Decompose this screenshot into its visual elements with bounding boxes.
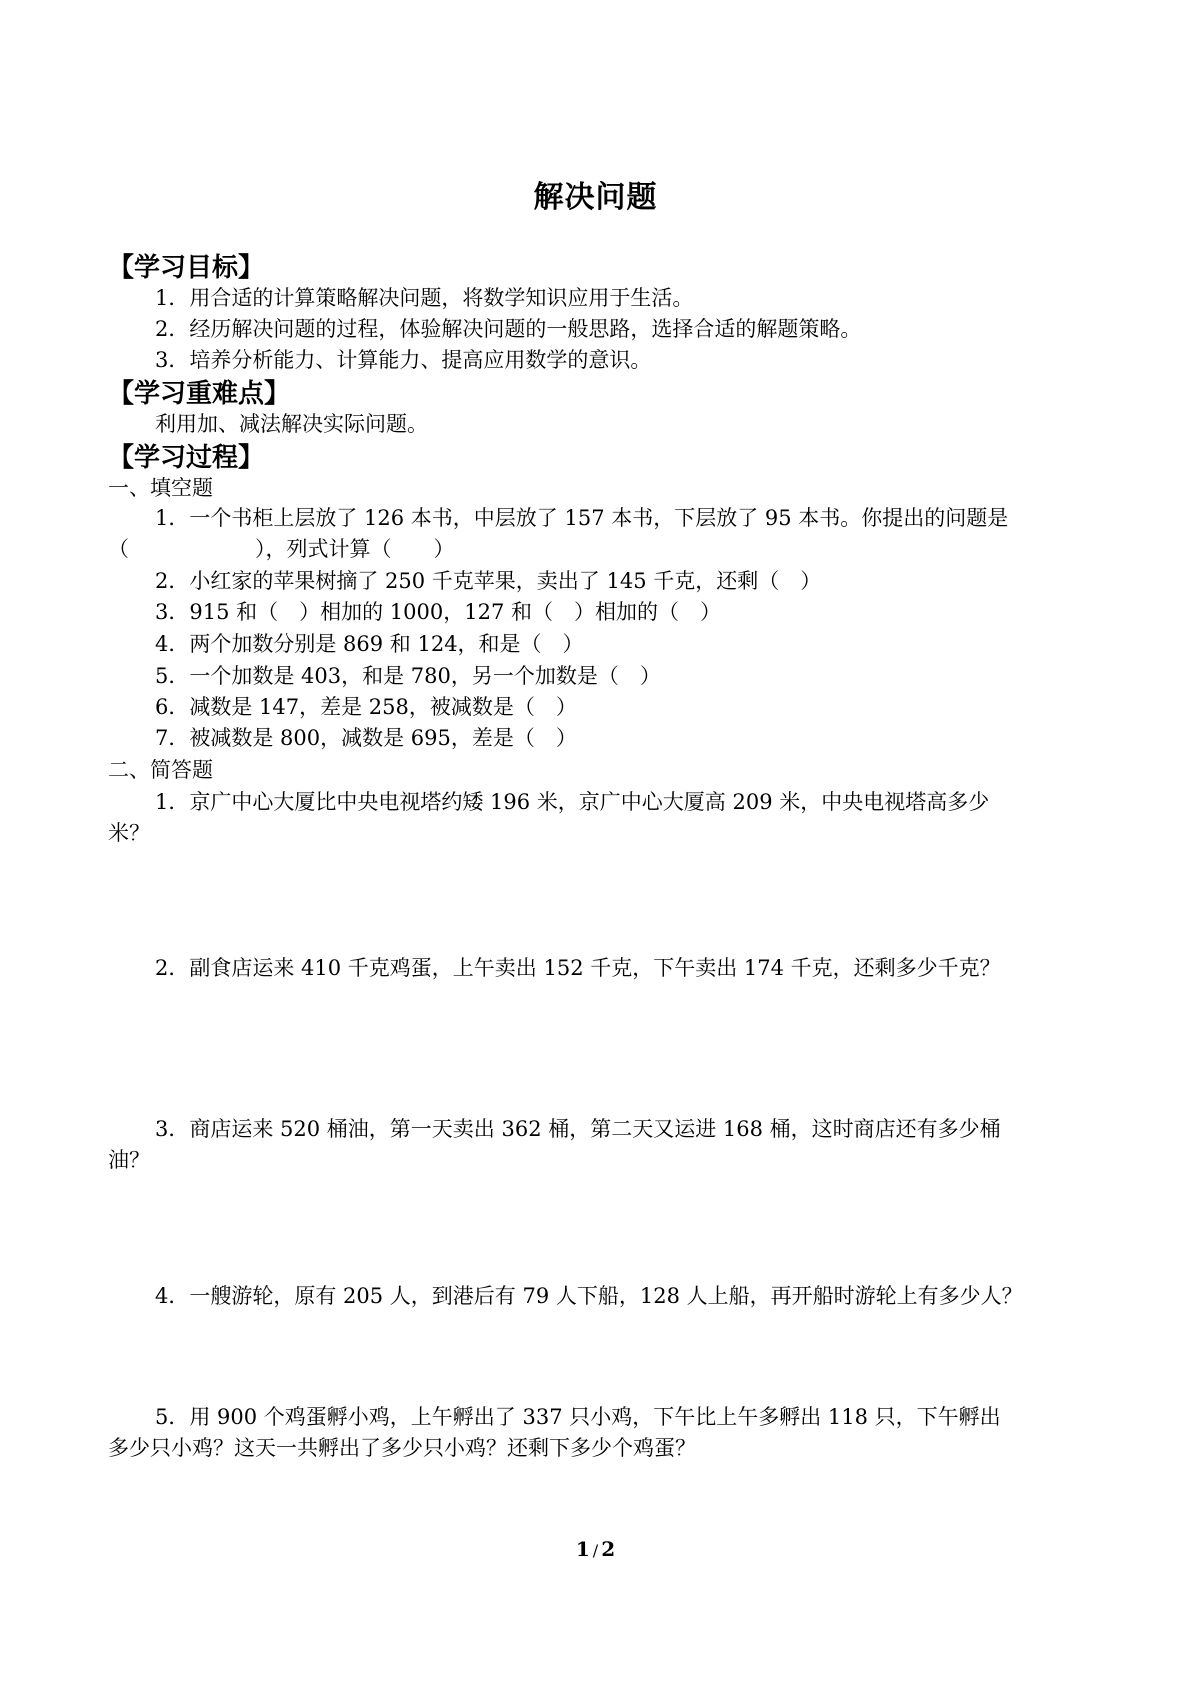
short-answer-q5: 5．用 900 个鸡蛋孵小鸡，上午孵出了 337 只小鸡，下午比上午多孵出 118 只，下午孵出: [155, 1405, 1001, 1429]
fill-blank-item: 3．915 和（ ）相加的 1000，127 和（ ）相加的（ ）: [155, 600, 721, 624]
goals-heading: 【学习目标】: [108, 253, 265, 283]
goal-item: 2．经历解决问题的过程，体验解决问题的一般思路，选择合适的解题策略。: [155, 317, 862, 341]
short-answer-q3: 3．商店运来 520 桶油，第一天卖出 362 桶，第二天又运进 168 桶，这时商店还有多少桶: [155, 1117, 1001, 1141]
short-answer-heading: 二、简答题: [108, 758, 213, 782]
goal-item: 3．培养分析能力、计算能力、提高应用数学的意识。: [155, 348, 652, 372]
page-separator: /: [592, 1541, 599, 1560]
short-answer-q4: 4．一艘游轮，原有 205 人，到港后有 79 人下船，128 人上船，再开船时游轮上有多少人？: [155, 1284, 1023, 1308]
page-title: 解决问题: [533, 180, 658, 215]
process-heading: 【学习过程】: [108, 443, 265, 473]
short-answer-q1-cont: 米？: [108, 821, 150, 845]
page-current: 1: [575, 1537, 590, 1561]
short-answer-q2: 2．副食店运来 410 千克鸡蛋，上午卖出 152 千克，下午卖出 174 千克，还剩多少千克？: [155, 956, 1001, 980]
goal-item: 1．用合适的计算策略解决问题，将数学知识应用于生活。: [155, 286, 694, 310]
fill-blank-item: 6．减数是 147，差是 258，被减数是（ ）: [155, 695, 577, 719]
fill-blank-item: 7．被减数是 800，减数是 695，差是（ ）: [155, 726, 577, 750]
fill-blank-item: 1．一个书柜上层放了 126 本书，中层放了 157 本书，下层放了 95 本书。你提出的问题是: [155, 506, 1009, 530]
fill-blank-item: 4．两个加数分别是 869 和 124，和是（ ）: [155, 632, 584, 656]
page-total: 2: [601, 1537, 616, 1561]
key-points-text: 利用加、减法解决实际问题。: [155, 412, 428, 436]
key-points-heading: 【学习重难点】: [108, 379, 291, 409]
fill-blank-heading: 一、填空题: [108, 476, 213, 500]
fill-blank-item: 5．一个加数是 403，和是 780，另一个加数是（ ）: [155, 664, 661, 688]
fill-blank-item: （ ），列式计算（ ）: [108, 537, 455, 561]
short-answer-q3-cont: 油？: [108, 1148, 150, 1172]
short-answer-q5-cont: 多少只小鸡？这天一共孵出了多少只小鸡？还剩下多少个鸡蛋？: [108, 1436, 696, 1460]
page-number: [0, 1537, 1191, 1561]
fill-blank-item: 2．小红家的苹果树摘了 250 千克苹果，卖出了 145 千克，还剩（ ）: [155, 569, 822, 593]
short-answer-q1: 1．京广中心大厦比中央电视塔约矮 196 米，京广中心大厦高 209 米，中央电视塔高多少: [155, 790, 990, 814]
